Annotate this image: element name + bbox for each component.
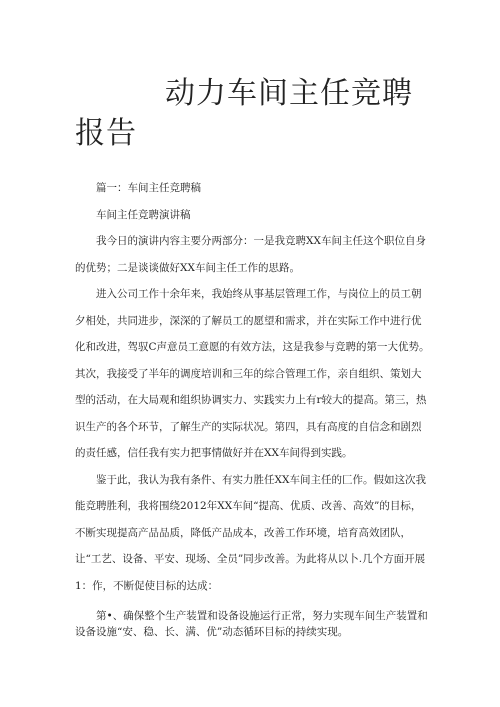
document-title-line2: 报告: [75, 116, 137, 151]
document-title-line1: 动力车间主任竞聘: [165, 76, 413, 111]
section-heading: 篇一：车间主任竞聘稿: [96, 182, 201, 194]
speech-title: 车间主任竞聘演讲稿: [96, 208, 191, 221]
paragraph: 鉴于此，我认为我有条件、有实力胜任XX车间主任的匚作。假如这次我能竞聘胜利，我将围绕2012年XX车间“提高、优质、改善、高效”的目标，不断实现提高产品品质，降低产品成本，改善工作环境，培育高效团队，让“工艺、设备、平安、现场、全员”同步改善。为此将从以卜.几个方面开展1：作，不断促使目标的达成：: [75, 473, 426, 592]
paragraph: 我今日的演讲内容主要分两部分：一是我竞聘XX车间主任这个职位自身的优势；二是谈谈做好XX车间主任工作的思路。: [75, 235, 426, 274]
document-body: [75, 175, 430, 640]
paragraph: 进入公司工作十余年来，我始终从事基层管理工作，与岗位上的员工朝夕相处，共同进步，深深的了解员工的愿望和需求，并在实际工作中进行优化和改进，驾驭C声意员工意愿的有效方法，这是我参与竞聘的第一大优势。其次，我接受了半年的调度培训和三年的综合管理工作，亲自组织、策划大型的活动，在大局观和组织协调实力、实践实力上有r较大的提高。第三，热识生产的各个环节，了解生产的实际状况。第四，具有高度的自信念和剧烈的责任感，信任我有实力把事情做好并在XX车间得到实践。: [75, 288, 430, 459]
paragraph: 第•、确保整个生产装置和设备设施运行正常，努力实现车间生产装置和设备设施“安、稳、长、满、优”动态循环目标的持续实现。: [75, 610, 428, 638]
